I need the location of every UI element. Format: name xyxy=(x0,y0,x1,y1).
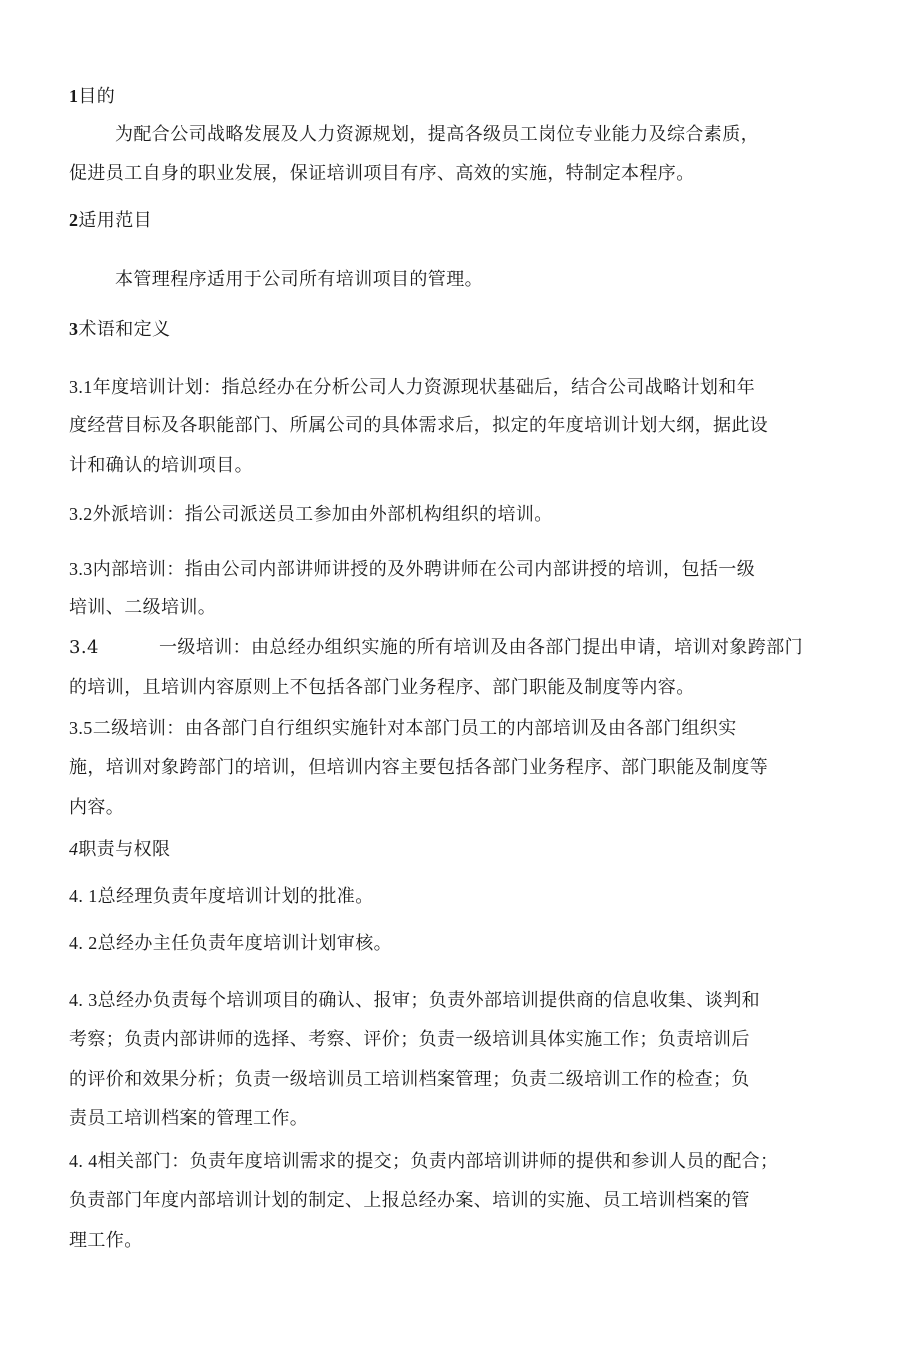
item-line: 一级培训：由总经办组织实施的所有培训及由各部门提出申请，培训对象跨部门 xyxy=(159,637,803,658)
item-line: 的培训，且培训内容原则上不包括各部门业务程序、部门职能及制度等内容。 xyxy=(69,677,695,698)
section-number: 3 xyxy=(69,319,79,339)
item-text: 总经办负责每个培训项目的确认、报审；负责外部培训提供商的信息收集、谈判和 xyxy=(97,990,761,1011)
section-title: 适用范目 xyxy=(78,210,153,231)
item-line: 责员工培训档案的管理工作。 xyxy=(69,1108,309,1129)
item-text: 二级培训：由各部门自行组织实施针对本部门员工的内部培训及由各部门组织实 xyxy=(92,718,737,739)
section-3-heading xyxy=(69,318,170,341)
item-number: 4. 4 xyxy=(69,1151,98,1171)
item-3-5-line xyxy=(69,717,737,740)
item-line: 计和确认的培训项目。 xyxy=(69,455,253,476)
item-3-4-number: 3.4 xyxy=(69,637,99,658)
item-line: 考察；负责内部讲师的选择、考察、评价；负责一级培训具体实施工作；负责培训后 xyxy=(69,1029,750,1050)
item-number: 4. 1 xyxy=(69,886,98,906)
section-title: 目的 xyxy=(78,86,116,107)
item-number: 4. 3 xyxy=(69,990,98,1010)
item-text: 总经办主任负责年度培训计划审核。 xyxy=(97,933,393,954)
item-line: 度经营目标及各职能部门、所属公司的具体需求后，拟定的年度培训计划大纲，据此设 xyxy=(69,415,769,436)
item-3-1-line xyxy=(69,376,755,399)
item-text: 相关部门：负责年度培训需求的提交；负责内部培训讲师的提供和参训人员的配合； xyxy=(97,1151,779,1172)
item-4-1-line xyxy=(69,885,374,908)
item-3-3-line xyxy=(69,558,755,581)
item-line: 培训、二级培训。 xyxy=(69,597,217,618)
item-number: 3.1 xyxy=(69,377,93,397)
item-line: 施，培训对象跨部门的培训，但培训内容主要包括各部门业务程序、部门职能及制度等 xyxy=(69,757,769,778)
section-number: 4 xyxy=(69,839,79,859)
item-number: 3.5 xyxy=(69,718,93,738)
item-4-2-line xyxy=(69,932,392,955)
paragraph-line: 为配合公司战略发展及人力资源规划，提高各级员工岗位专业能力及综合素质， xyxy=(115,124,759,145)
item-number: 3.2 xyxy=(69,504,93,524)
item-line: 负责部门年度内部培训计划的制定、上报总经办案、培训的实施、员工培训档案的管 xyxy=(69,1190,750,1211)
section-4-heading xyxy=(69,838,170,861)
item-4-3-line xyxy=(69,989,760,1012)
item-text: 内部培训：指由公司内部讲师讲授的及外聘讲师在公司内部讲授的培训，包括一级 xyxy=(92,559,756,580)
item-text: 年度培训计划：指总经办在分析公司人力资源现状基础后，结合公司战略计划和年 xyxy=(92,377,756,398)
item-number: 4. 2 xyxy=(69,933,98,953)
section-number: 1 xyxy=(69,86,79,106)
paragraph-line: 本管理程序适用于公司所有培训项目的管理。 xyxy=(115,269,483,290)
section-number: 2 xyxy=(69,210,79,230)
item-text: 总经理负责年度培训计划的批准。 xyxy=(97,886,374,907)
section-1-heading xyxy=(69,85,115,108)
item-line: 内容。 xyxy=(69,797,125,818)
item-number: 3.3 xyxy=(69,559,93,579)
item-4-4-line xyxy=(69,1150,778,1173)
item-text: 外派培训：指公司派送员工参加由外部机构组织的培训。 xyxy=(92,504,553,525)
section-title: 职责与权限 xyxy=(78,839,171,860)
section-2-heading xyxy=(69,209,152,232)
paragraph-line: 促进员工自身的职业发展，保证培训项目有序、高效的实施，特制定本程序。 xyxy=(69,163,695,184)
item-3-2-line xyxy=(69,503,553,526)
section-title: 术语和定义 xyxy=(78,319,171,340)
item-line: 的评价和效果分析；负责一级培训员工培训档案管理；负责二级培训工作的检查；负 xyxy=(69,1069,750,1090)
item-line: 理工作。 xyxy=(69,1230,143,1251)
